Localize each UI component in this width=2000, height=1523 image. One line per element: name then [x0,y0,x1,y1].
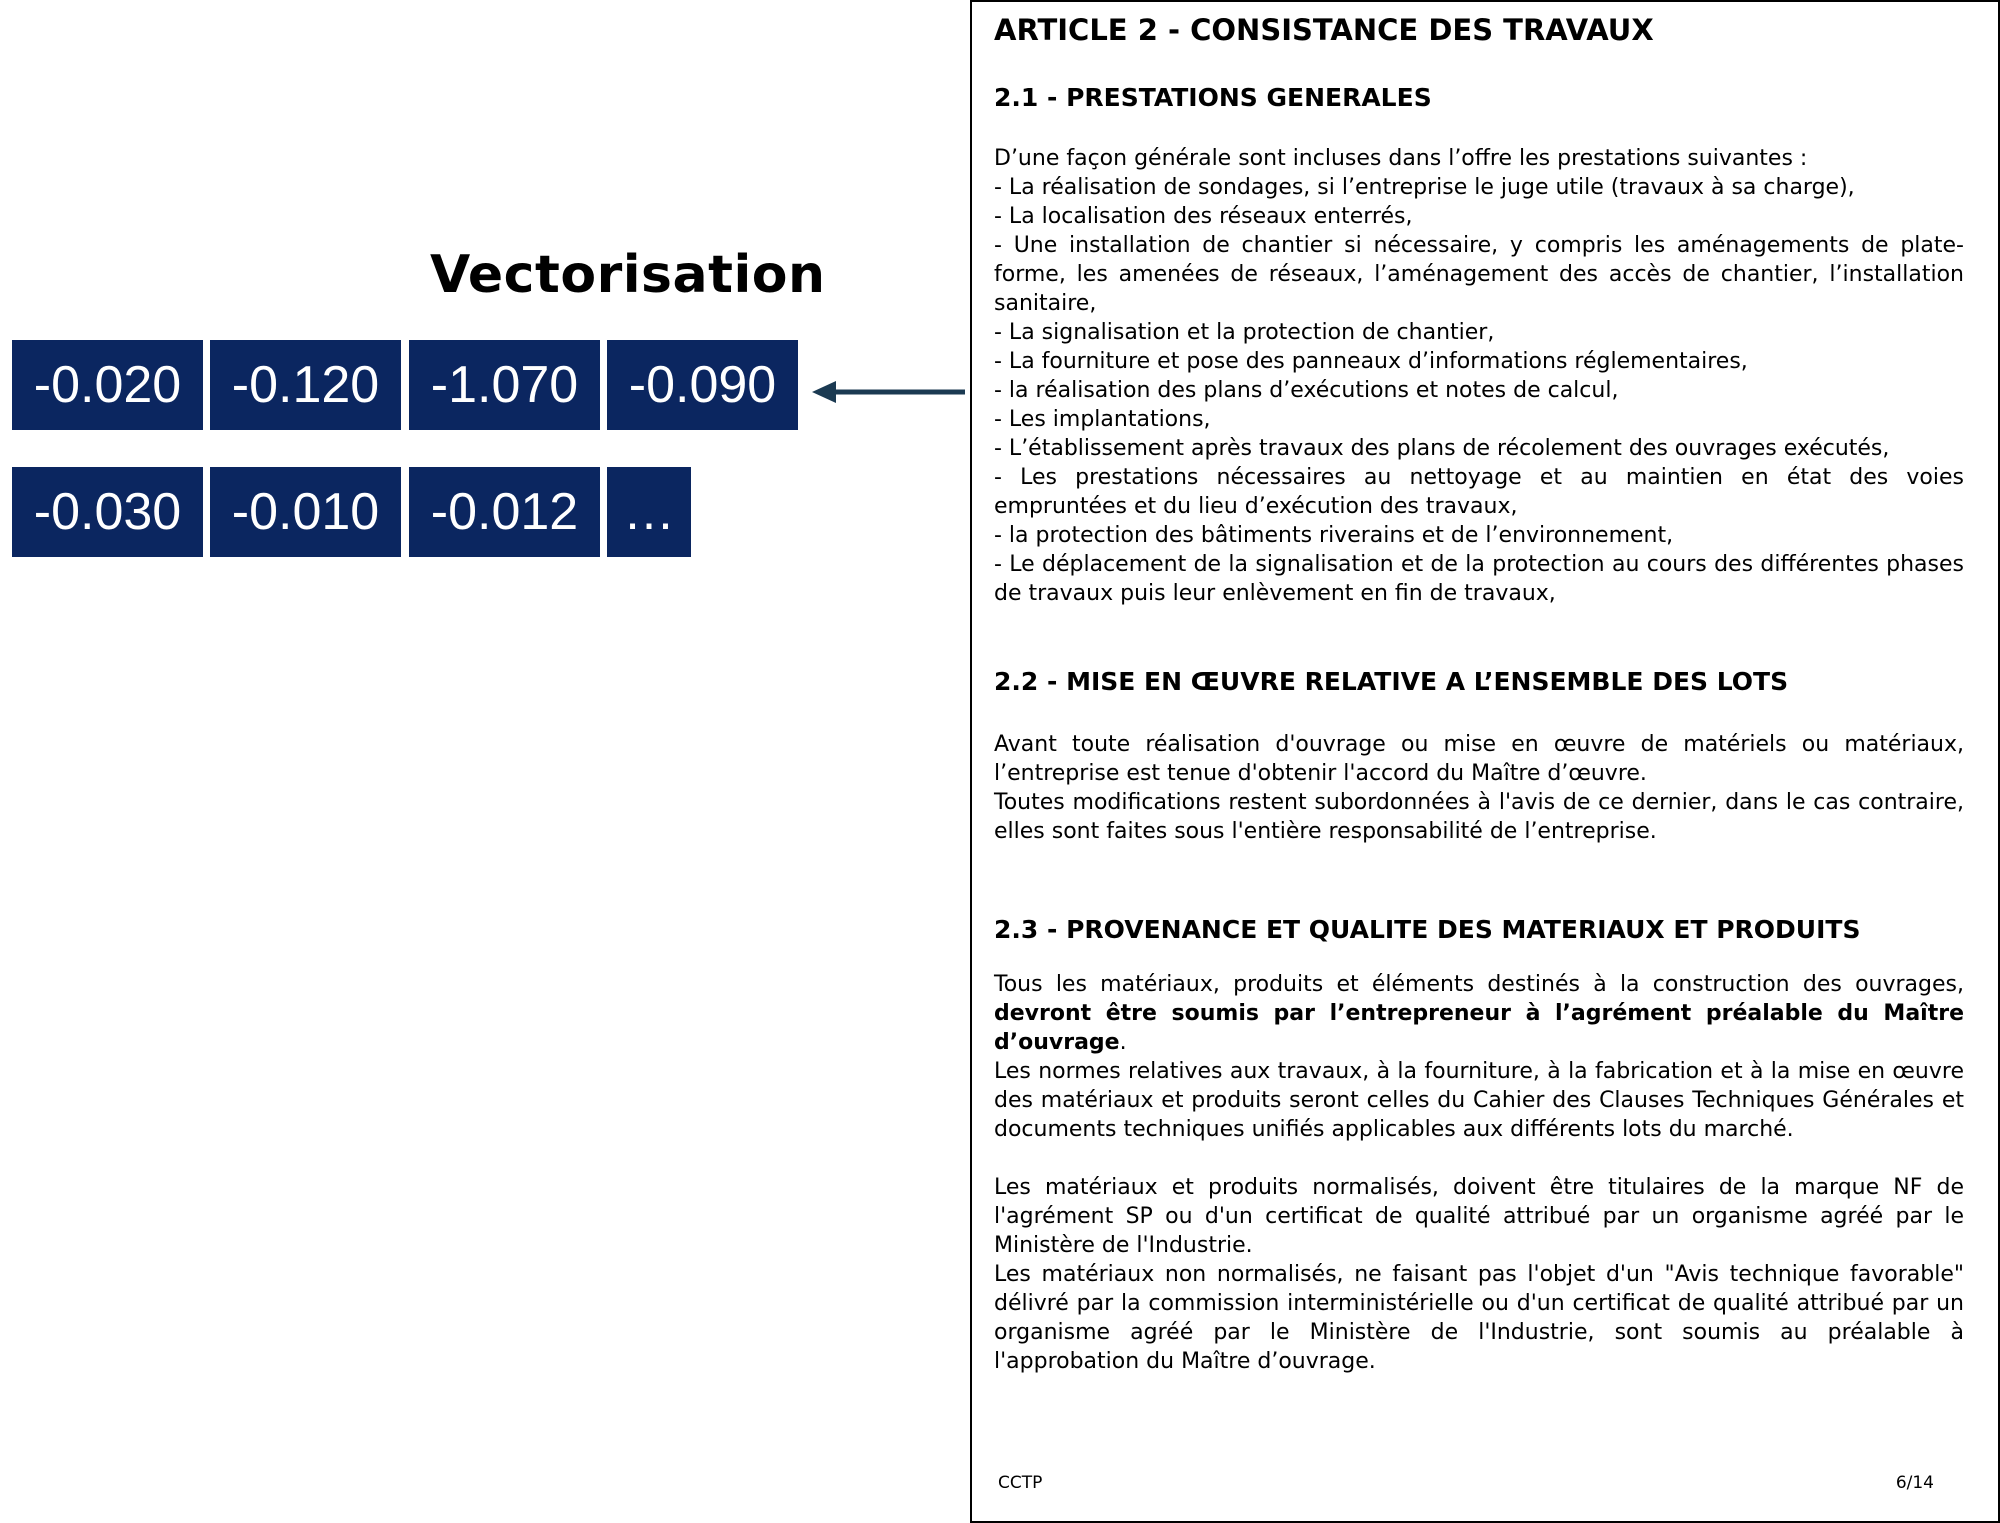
vector-cell: -0.030 [12,467,203,557]
section-heading-2-1: 2.1 - PRESTATIONS GENERALES [994,83,1432,112]
list-item: - Les implantations, [994,407,1211,432]
paragraph: Les matériaux et produits normalisés, doivent être titulaires de la marque NF de l'agrément SP ou d'un certificat de qualité attribué par un organisme agréé par le Ministère de l'Industrie. [994,1175,1964,1258]
vector-cell: -1.070 [409,340,600,430]
vector-cell: -0.020 [12,340,203,430]
list-item: - Les prestations nécessaires au nettoyage et au maintien en état des voies empruntées et du lieu d’exécution des travaux, [994,465,1964,519]
section-heading-2-2: 2.2 - MISE EN ŒUVRE RELATIVE A L’ENSEMBLE DES LOTS [994,667,1789,696]
vectorisation-title: Vectorisation [430,245,826,305]
paragraph-text: Tous les matériaux, produits et éléments destinés à la construction des ouvrages, [994,972,1964,997]
section-2-1-body [994,144,1964,608]
list-item: - La signalisation et la protection de chantier, [994,320,1495,345]
arrow-left-icon [810,372,970,412]
vector-cell: -0.090 [607,340,798,430]
vector-cell: -0.120 [210,340,401,430]
paragraph: Avant toute réalisation d'ouvrage ou mise en œuvre de matériels ou matériaux, l’entreprise est tenue d'obtenir l'accord du Maître d’œuvre. [994,732,1964,786]
emphasis-text: devront être soumis par l’entrepreneur à l’agrément préalable du Maître d’ouvrage [994,1001,1964,1055]
list-item: - La localisation des réseaux enterrés, [994,204,1413,229]
vector-cell: -0.010 [210,467,401,557]
paragraph-end: . [1119,1030,1127,1055]
article-title: ARTICLE 2 - CONSISTANCE DES TRAVAUX [994,13,1654,47]
paragraph: Les normes relatives aux travaux, à la fourniture, à la fabrication et à la mise en œuvre des matériaux et produits seront celles du Cahier des Clauses Techniques Générales et documents techniques unifiés applicables aux différents lots du marché. [994,1059,1964,1142]
section-2-3-body [994,970,1964,1376]
list-item: - la réalisation des plans d’exécutions et notes de calcul, [994,378,1619,403]
list-item: - la protection des bâtiments riverains et de l’environnement, [994,523,1674,548]
section-heading-2-3: 2.3 - PROVENANCE ET QUALITE DES MATERIAUX ET PRODUITS [994,915,1861,944]
vector-cell-ellipsis: … [607,467,691,557]
document-page [970,0,2000,1523]
paragraph: Les matériaux non normalisés, ne faisant pas l'objet d'un "Avis technique favorable" délivré par la commission interministérielle ou d'un certificat de qualité attribué par un organisme agréé par le Ministère de l'Industrie, sont soumis au préalable à l'approbation du Maître d’ouvrage. [994,1262,1964,1374]
intro-text: D’une façon générale sont incluses dans l’offre les prestations suivantes : [994,146,1808,171]
page-number: 6/14 [1895,1473,1934,1493]
list-item: - La réalisation de sondages, si l’entreprise le juge utile (travaux à sa charge), [994,175,1855,200]
list-item: - La fourniture et pose des panneaux d’informations réglementaires, [994,349,1748,374]
list-item: - Le déplacement de la signalisation et de la protection au cours des différentes phases de travaux puis leur enlèvement en fin de travaux, [994,552,1964,606]
list-item: - L’établissement après travaux des plans de récolement des ouvrages exécutés, [994,436,1890,461]
paragraph: Toutes modifications restent subordonnées à l'avis de ce dernier, dans le cas contraire, elles sont faites sous l'entière responsabilité de l’entreprise. [994,790,1964,844]
vector-cell: -0.012 [409,467,600,557]
footer-doc-label: CCTP [998,1473,1043,1493]
section-2-2-body [994,730,1964,846]
list-item: - Une installation de chantier si nécessaire, y compris les aménagements de plate-forme, les amenées de réseaux, l’aménagement des accès de chantier, l’installation sanitaire, [994,233,1964,316]
paragraph [994,970,1964,1057]
page-footer [998,1473,1934,1493]
